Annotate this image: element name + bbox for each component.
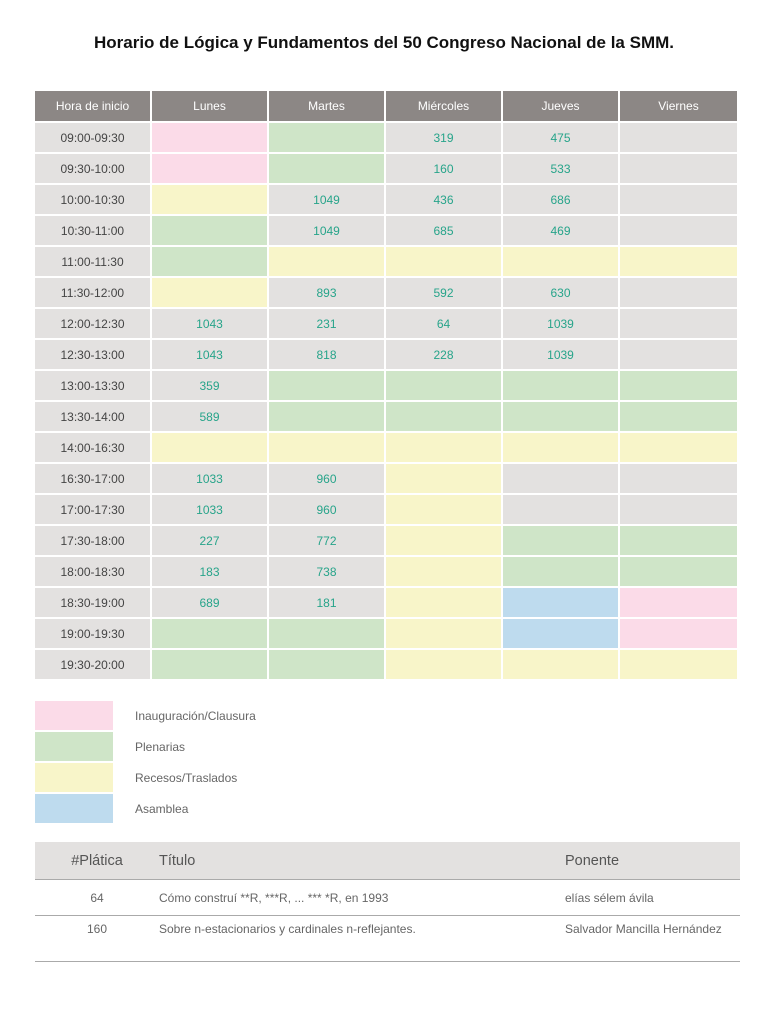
- schedule-cell: [386, 557, 501, 588]
- schedule-cell: [386, 619, 501, 650]
- header-monday: Lunes: [152, 91, 267, 123]
- schedule-cell: [386, 433, 501, 464]
- schedule-cell: [620, 278, 737, 309]
- schedule-cell: [620, 123, 737, 154]
- header-tuesday: Martes: [269, 91, 384, 123]
- schedule-cell: 685: [386, 216, 501, 247]
- legend-swatch: [35, 732, 113, 761]
- schedule-cell: [386, 495, 501, 526]
- schedule-cell: 1033: [152, 464, 267, 495]
- page-title: Horario de Lógica y Fundamentos del 50 Congreso Nacional de la SMM.: [93, 33, 674, 52]
- talks-header-number: #Plática: [35, 842, 159, 880]
- schedule-cell: 589: [152, 402, 267, 433]
- talk-number: 160: [35, 916, 159, 962]
- schedule-cell: 160: [386, 154, 501, 185]
- legend-swatch: [35, 794, 113, 823]
- talk-speaker: elías sélem ávila: [565, 880, 740, 916]
- legend-item-plenarias: [35, 732, 435, 763]
- schedule-cell: 592: [386, 278, 501, 309]
- schedule-cell: 533: [503, 154, 618, 185]
- time-slot: 13:30-14:00: [35, 402, 150, 433]
- schedule-cell: [269, 402, 384, 433]
- schedule-header-row: [35, 91, 737, 123]
- schedule-row: [35, 123, 737, 154]
- talk-speaker: Salvador Mancilla Hernández: [565, 916, 740, 962]
- time-slot: 09:30-10:00: [35, 154, 150, 185]
- schedule-cell: 231: [269, 309, 384, 340]
- time-slot: 09:00-09:30: [35, 123, 150, 154]
- schedule-row: [35, 650, 737, 681]
- schedule-cell: [620, 557, 737, 588]
- schedule-cell: [620, 433, 737, 464]
- schedule-cell: [152, 154, 267, 185]
- talk-number: 64: [35, 880, 159, 916]
- schedule-cell: [503, 433, 618, 464]
- schedule-cell: 818: [269, 340, 384, 371]
- legend-label: Asamblea: [135, 802, 189, 816]
- schedule-cell: 1039: [503, 309, 618, 340]
- time-slot: 14:00-16:30: [35, 433, 150, 464]
- talk-row: [35, 916, 740, 962]
- schedule-cell: 359: [152, 371, 267, 402]
- schedule-cell: [269, 247, 384, 278]
- talks-header-title: Título: [159, 842, 565, 880]
- schedule-row: [35, 402, 737, 433]
- schedule-cell: [620, 154, 737, 185]
- schedule-cell: [152, 216, 267, 247]
- schedule-cell: [386, 526, 501, 557]
- schedule-cell: 227: [152, 526, 267, 557]
- schedule-cell: [152, 650, 267, 681]
- schedule-cell: 630: [503, 278, 618, 309]
- time-slot: 11:00-11:30: [35, 247, 150, 278]
- schedule-cell: [620, 619, 737, 650]
- legend-label: Plenarias: [135, 740, 186, 754]
- schedule-cell: [503, 464, 618, 495]
- schedule-cell: [386, 650, 501, 681]
- schedule-row: [35, 464, 737, 495]
- schedule-cell: 228: [386, 340, 501, 371]
- schedule-cell: [152, 123, 267, 154]
- time-slot: 17:30-18:00: [35, 526, 150, 557]
- schedule-cell: [620, 464, 737, 495]
- schedule-row: [35, 185, 737, 216]
- time-slot: 11:30-12:00: [35, 278, 150, 309]
- schedule-cell: [269, 154, 384, 185]
- schedule-cell: [620, 526, 737, 557]
- schedule-cell: [503, 557, 618, 588]
- legend-item-asamblea: [35, 794, 435, 825]
- schedule-cell: 319: [386, 123, 501, 154]
- schedule-cell: 1049: [269, 216, 384, 247]
- schedule-cell: [620, 340, 737, 371]
- schedule-cell: 64: [386, 309, 501, 340]
- schedule-cell: 475: [503, 123, 618, 154]
- schedule-cell: [620, 402, 737, 433]
- schedule-cell: 436: [386, 185, 501, 216]
- schedule-row: [35, 309, 737, 340]
- schedule-row: [35, 278, 737, 309]
- schedule-row: [35, 619, 737, 650]
- schedule-cell: [503, 619, 618, 650]
- time-slot: 10:30-11:00: [35, 216, 150, 247]
- schedule-cell: 686: [503, 185, 618, 216]
- time-slot: 13:00-13:30: [35, 371, 150, 402]
- schedule-cell: 960: [269, 464, 384, 495]
- schedule-cell: [269, 371, 384, 402]
- schedule-row: [35, 588, 737, 619]
- talk-title: Sobre n-estacionarios y cardinales n-reflejantes.: [159, 916, 565, 962]
- schedule-cell: 181: [269, 588, 384, 619]
- schedule-cell: [386, 371, 501, 402]
- schedule-cell: [620, 650, 737, 681]
- header-wednesday: Miércoles: [386, 91, 501, 123]
- schedule-cell: [503, 588, 618, 619]
- talks-table: [35, 842, 740, 962]
- schedule-cell: [269, 433, 384, 464]
- schedule-cell: 960: [269, 495, 384, 526]
- time-slot: 12:30-13:00: [35, 340, 150, 371]
- schedule-cell: 893: [269, 278, 384, 309]
- schedule-cell: [269, 619, 384, 650]
- schedule-row: [35, 154, 737, 185]
- talk-title: Cómo construí **R, ***R, ... *** *R, en 1993: [159, 880, 565, 916]
- schedule-cell: 738: [269, 557, 384, 588]
- time-slot: 19:30-20:00: [35, 650, 150, 681]
- schedule-cell: 1039: [503, 340, 618, 371]
- time-slot: 17:00-17:30: [35, 495, 150, 526]
- schedule-cell: 469: [503, 216, 618, 247]
- talk-row: [35, 880, 740, 916]
- schedule-row: [35, 433, 737, 464]
- header-thursday: Jueves: [503, 91, 618, 123]
- time-slot: 10:00-10:30: [35, 185, 150, 216]
- schedule-cell: [620, 216, 737, 247]
- schedule-body: [35, 123, 737, 681]
- schedule-cell: 1043: [152, 340, 267, 371]
- schedule-cell: [503, 650, 618, 681]
- time-slot: 16:30-17:00: [35, 464, 150, 495]
- schedule-cell: [386, 247, 501, 278]
- legend-swatch: [35, 701, 113, 730]
- schedule-cell: [152, 278, 267, 309]
- schedule-cell: [269, 123, 384, 154]
- schedule-cell: [152, 619, 267, 650]
- schedule-row: [35, 340, 737, 371]
- schedule-cell: [386, 464, 501, 495]
- legend-item-recesos: [35, 763, 435, 794]
- schedule-cell: [620, 588, 737, 619]
- schedule-row: [35, 247, 737, 278]
- time-slot: 12:00-12:30: [35, 309, 150, 340]
- schedule-cell: [152, 433, 267, 464]
- schedule-row: [35, 526, 737, 557]
- schedule-cell: [620, 371, 737, 402]
- schedule-cell: [620, 247, 737, 278]
- legend: [35, 701, 435, 825]
- schedule-row: [35, 495, 737, 526]
- header-start-time: Hora de inicio: [35, 91, 150, 123]
- legend-label: Recesos/Traslados: [135, 771, 238, 785]
- talks-header-row: [35, 842, 740, 880]
- schedule-cell: [620, 495, 737, 526]
- schedule-cell: 1033: [152, 495, 267, 526]
- legend-item-inauguracion: [35, 701, 435, 732]
- schedule-row: [35, 371, 737, 402]
- time-slot: 18:30-19:00: [35, 588, 150, 619]
- schedule-cell: [620, 185, 737, 216]
- schedule-cell: [152, 185, 267, 216]
- schedule-cell: [503, 495, 618, 526]
- schedule-cell: [386, 588, 501, 619]
- schedule-cell: 689: [152, 588, 267, 619]
- schedule-table: [33, 91, 739, 681]
- schedule-cell: [269, 650, 384, 681]
- header-friday: Viernes: [620, 91, 737, 123]
- schedule-cell: [503, 247, 618, 278]
- schedule-cell: [620, 309, 737, 340]
- schedule-cell: [152, 247, 267, 278]
- schedule-cell: [503, 402, 618, 433]
- schedule-row: [35, 216, 737, 247]
- talks-header-speaker: Ponente: [565, 842, 740, 880]
- schedule-cell: 1049: [269, 185, 384, 216]
- time-slot: 19:00-19:30: [35, 619, 150, 650]
- schedule-cell: 183: [152, 557, 267, 588]
- time-slot: 18:00-18:30: [35, 557, 150, 588]
- schedule-cell: [503, 526, 618, 557]
- legend-swatch: [35, 763, 113, 792]
- schedule-cell: [503, 371, 618, 402]
- schedule-row: [35, 557, 737, 588]
- legend-label: Inauguración/Clausura: [135, 709, 256, 723]
- schedule-cell: [386, 402, 501, 433]
- schedule-cell: 1043: [152, 309, 267, 340]
- schedule-cell: 772: [269, 526, 384, 557]
